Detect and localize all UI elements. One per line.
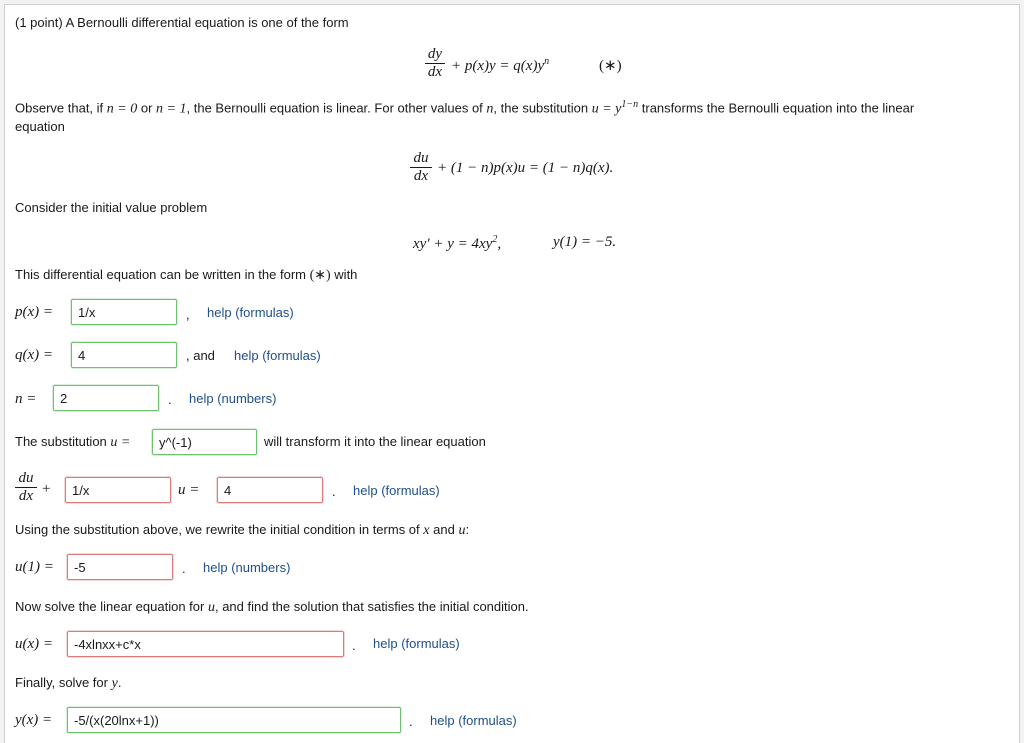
n-input[interactable] xyxy=(53,385,159,411)
bernoulli-equation-body: + p(x)y = q(x)y xyxy=(451,58,545,74)
ux-input[interactable] xyxy=(67,631,344,657)
ux-period: . xyxy=(352,638,356,653)
final-y: y xyxy=(111,676,118,691)
n-one: n = 1 xyxy=(156,101,187,117)
n-label: n = xyxy=(15,391,37,407)
u1-input[interactable] xyxy=(67,554,173,580)
observe-text-1: Observe that, if xyxy=(15,100,104,116)
form-star: (∗) xyxy=(309,268,331,283)
yx-label: y(x) = xyxy=(15,712,53,728)
u1-period: . xyxy=(182,561,186,576)
yx-help-link[interactable]: help (formulas) xyxy=(430,713,517,728)
ux-label: u(x) = xyxy=(15,636,54,652)
bernoulli-equation xyxy=(451,56,549,75)
n-zero: n = 0 xyxy=(106,101,138,117)
q-label: q(x) = xyxy=(15,347,54,363)
du-dx-fraction xyxy=(410,151,432,184)
ic-x: x xyxy=(423,523,430,538)
q-input[interactable] xyxy=(71,342,177,368)
dy-dx-fraction xyxy=(425,47,445,80)
ivp-comma: , xyxy=(497,236,502,252)
solve-text xyxy=(15,599,529,616)
ivp-equation-body: xy′ + y = 4xy xyxy=(413,236,493,252)
linear-equation: + (1 − n)p(x)u = (1 − n)q(x). xyxy=(437,160,614,176)
ic-rewrite-text-a: Using the substitution above, we rewrite the initial condition in terms of xyxy=(15,522,420,537)
lin-dx: dx xyxy=(18,488,34,504)
lin-u-label: u = xyxy=(178,482,200,498)
u1-help-link[interactable]: help (numbers) xyxy=(203,560,291,575)
observe-text-3: , the substitution xyxy=(493,100,589,116)
form-text xyxy=(15,267,357,284)
linear-rhs-input[interactable] xyxy=(217,477,323,503)
lin-du: du xyxy=(18,470,34,486)
substitution-input[interactable] xyxy=(152,429,257,455)
p-help-link[interactable]: help (formulas) xyxy=(207,305,294,320)
ivp-equation xyxy=(413,234,501,253)
final-text xyxy=(15,675,121,692)
observe-text-4: transforms the Bernoulli equation into the linear xyxy=(641,100,915,116)
n-help-link[interactable]: help (numbers) xyxy=(189,391,277,406)
dy: dy xyxy=(427,46,443,62)
ivp-exponent: 2 xyxy=(492,234,498,245)
linear-help-link[interactable]: help (formulas) xyxy=(353,483,440,498)
ic-u: u xyxy=(458,523,466,538)
observe-paragraph xyxy=(15,99,914,117)
initial-condition: y(1) = −5. xyxy=(553,234,617,250)
observe-text-5: equation xyxy=(15,119,65,134)
substitution-u: u = xyxy=(110,435,131,450)
lin-plus: + xyxy=(42,481,51,497)
p-input[interactable] xyxy=(71,299,177,325)
n-period: . xyxy=(168,392,172,407)
p-label: p(x) = xyxy=(15,304,54,320)
yx-input[interactable] xyxy=(67,707,401,733)
ic-colon: : xyxy=(465,522,470,537)
yx-period: . xyxy=(409,714,413,729)
observe-text-2: , the Bernoulli equation is linear. For other values of xyxy=(186,100,483,116)
lin-period: . xyxy=(332,484,336,499)
intro-text: (1 point) A Bernoulli differential equation is one of the form xyxy=(15,15,349,30)
solve-text-b: , and find the solution that satisfies the initial condition. xyxy=(214,599,529,614)
problem-panel xyxy=(4,4,1020,743)
u1-label: u(1) = xyxy=(15,559,54,575)
form-text-a: This differential equation can be written in the form xyxy=(15,267,306,282)
substitution-text-a: The substitution xyxy=(15,434,107,449)
lin-du-dx-fraction xyxy=(15,471,37,504)
observe-or: or xyxy=(140,100,153,116)
substitution-text xyxy=(15,434,130,451)
ux-help-link[interactable]: help (formulas) xyxy=(373,636,460,651)
n-symbol: n xyxy=(486,101,494,117)
p-separator: , xyxy=(186,307,190,322)
solve-text-a: Now solve the linear equation for xyxy=(15,599,205,614)
ivp-text: Consider the initial value problem xyxy=(15,200,208,215)
q-help-link[interactable]: help (formulas) xyxy=(234,348,321,363)
final-dot: . xyxy=(117,675,122,690)
substitution-text-b: will transform it into the linear equation xyxy=(264,434,486,449)
linear-coefficient-input[interactable] xyxy=(65,477,171,503)
ic-and: and xyxy=(433,522,455,537)
substitution-formula: u = y xyxy=(591,101,622,117)
bernoulli-exponent: n xyxy=(544,56,550,67)
equation-tag: (∗) xyxy=(599,58,622,74)
solve-u: u xyxy=(207,600,215,615)
form-text-b: with xyxy=(334,267,358,282)
ic-rewrite-text xyxy=(15,522,469,539)
dx: dx xyxy=(427,64,443,80)
substitution-exponent: 1−n xyxy=(621,99,639,110)
du: du xyxy=(413,150,429,166)
dx: dx xyxy=(413,168,429,184)
q-separator: , and xyxy=(186,348,215,363)
final-text-a: Finally, solve for xyxy=(15,675,108,690)
